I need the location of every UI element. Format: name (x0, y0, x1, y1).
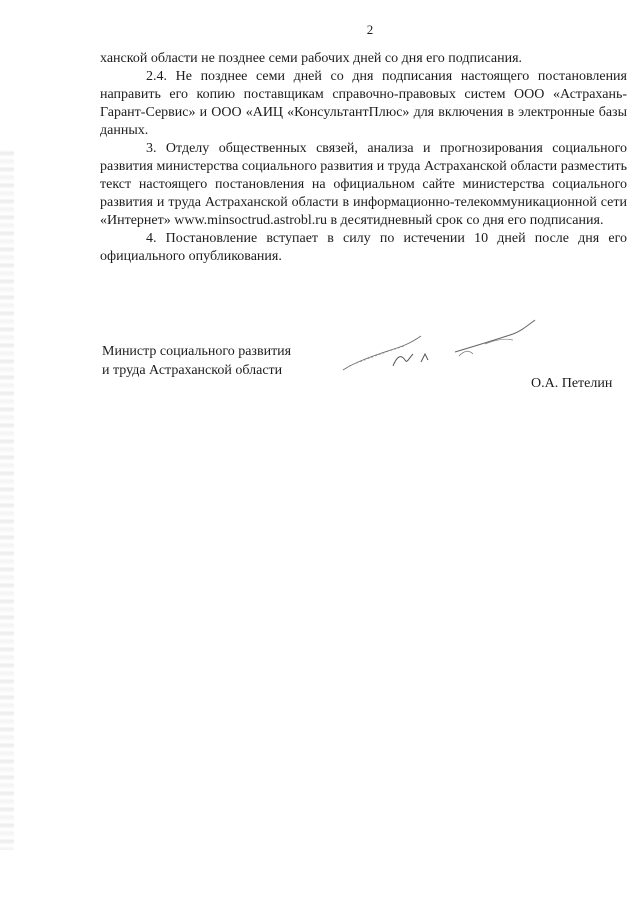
document-body (100, 50, 627, 266)
handwritten-signature-icon (335, 300, 545, 380)
paragraph-2-4: 2.4. Не позднее семи дней со дня подписания настоящего постановления направить его копию поставщикам справочно-правовых систем ООО «Астрахань-Гарант-Сервис» и ООО «АИЦ «КонсультантПлюс» для включения в электронные базы данных. (100, 69, 627, 138)
paragraph-continuation: ханской области не позднее семи рабочих дней со дня его подписания. (100, 51, 523, 66)
paragraph-4: 4. Постановление вступает в силу по истечении 10 дней после дня его официального опубликования. (100, 231, 627, 264)
signatory-position-line-2: и труда Астраханской области (102, 363, 283, 378)
signer-name: О.А. Петелин (531, 376, 613, 391)
paragraph-3: 3. Отделу общественных связей, анализа и прогнозирования социального развития министерства социального развития и труда Астраханской области разместить текст настоящего постановления на официальном сайте министерства социального развития и труда Астраханской области в информационно-телекоммуникационной сети «Интернет» www.minsoctrud.astrobl.ru в десятидневный срок со дня его подписания. (100, 141, 627, 228)
page-number: 2 (366, 22, 374, 37)
scan-edge-shadow (0, 150, 14, 850)
signatory-position (102, 342, 291, 380)
signatory-position-line-1: Министр социального развития (102, 344, 292, 359)
